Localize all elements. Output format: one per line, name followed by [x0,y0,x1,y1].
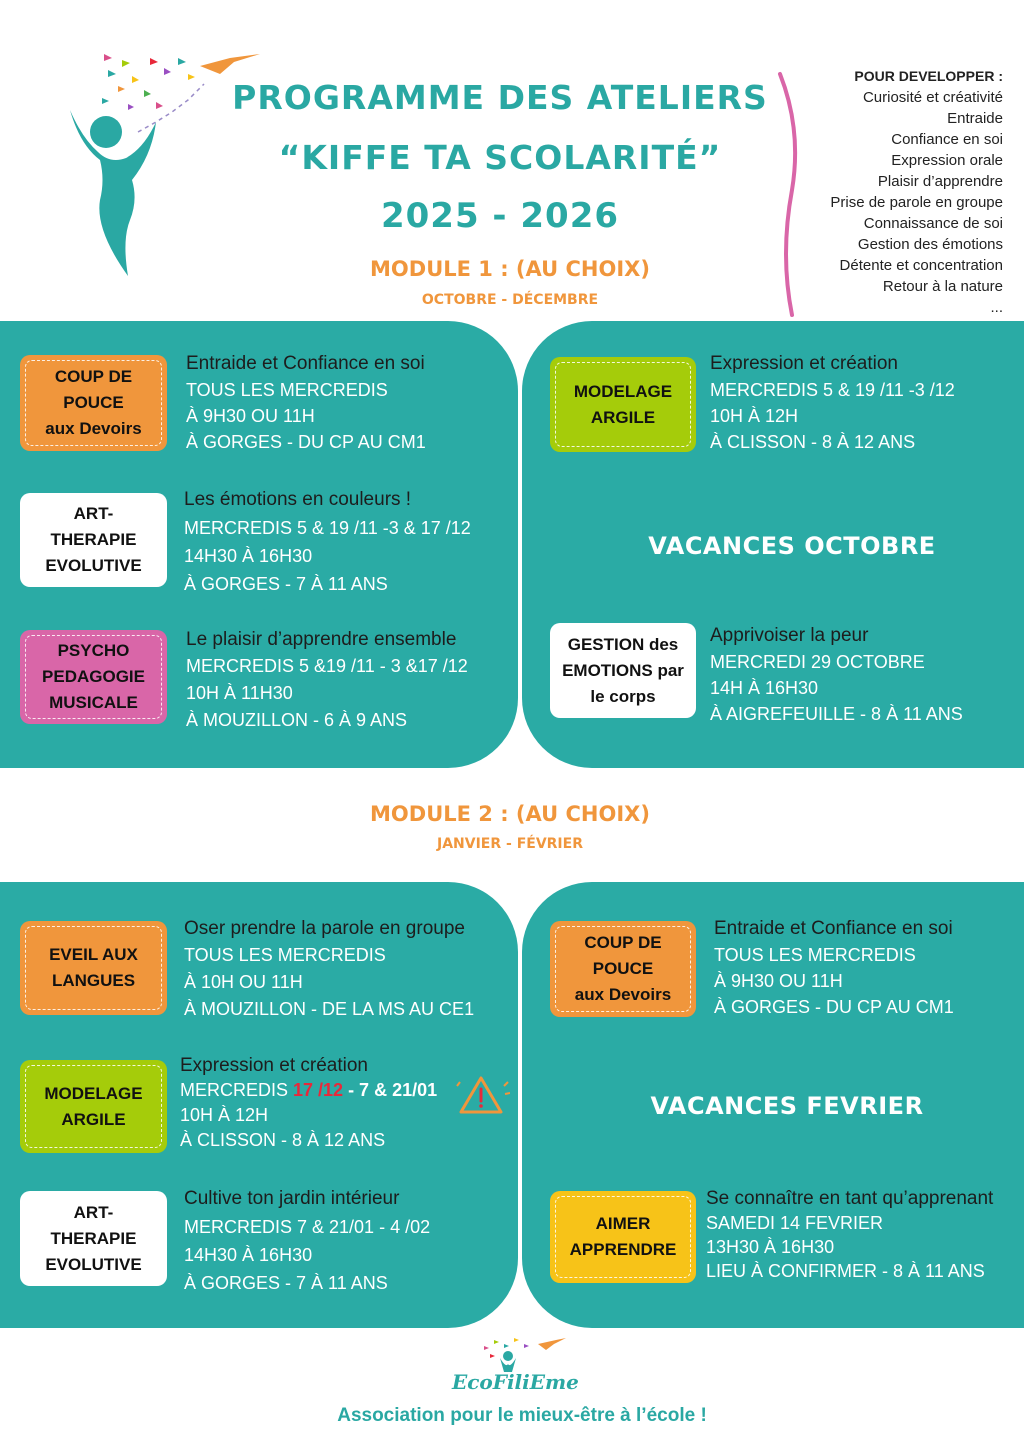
workshop-time: 10H À 11H30 [186,683,293,703]
workshop-theme: Entraide et Confiance en soi [186,353,425,374]
footer-tagline: Association pour le mieux-être à l’école ! [337,1405,707,1426]
workshop-place: À AIGREFEUILLE - 8 À 11 ANS [710,704,963,724]
workshop-dates: MERCREDIS 7 & 21/01 - 4 /02 [184,1217,431,1237]
workshop-dates: TOUS LES MERCREDIS [184,945,386,965]
badge-line: EMOTIONS par [562,660,684,680]
develop-item: Curiosité et créativité [862,89,1003,106]
workshop-theme: Apprivoiser la peur [710,625,869,646]
badge-line: EVOLUTIVE [45,556,142,575]
workshop-time: À 9H30 OU 11H [186,406,315,426]
module1-title: MODULE 1 : (AU CHOIX) [370,257,650,281]
workshop-theme: Le plaisir d’apprendre ensemble [186,629,457,650]
workshop-place: À GORGES - 7 À 11 ANS [184,574,388,594]
workshop-time: 14H À 16H30 [710,678,819,698]
workshop-dates: TOUS LES MERCREDIS [714,945,916,965]
badge-line: COUP DE [54,367,133,386]
workshop-badge-gestion-emotions [550,623,696,718]
workshop-theme: Expression et création [180,1055,368,1076]
workshop-info [184,915,474,1023]
workshop-dates-highlight: 17 /12 [293,1080,344,1100]
module1-subtitle: OCTOBRE - DÉCEMBRE [421,292,599,308]
develop-item: Connaissance de soi [863,215,1003,232]
vacances-octobre-heading: VACANCES OCTOBRE [648,532,936,560]
workshop-info [186,351,426,455]
workshop-dates: MERCREDIS 5 &19 /11 - 3 &17 /12 [186,656,468,676]
badge-line: le corps [590,686,656,706]
badge-line: MODELAGE [44,1083,143,1103]
workshop-place: À CLISSON - 8 À 12 ANS [180,1130,386,1150]
title-line-3: 2025 - 2026 [380,196,620,236]
workshop-info [186,626,468,734]
workshop-place: À GORGES - DU CP AU CM1 [714,997,954,1017]
workshop-place: À GORGES - 7 À 11 ANS [184,1273,388,1293]
badge-line: LANGUES [51,971,136,990]
badge-line: MODELAGE [573,381,673,401]
workshop-time: 14H30 À 16H30 [184,1245,313,1265]
workshop-info [184,1185,430,1297]
footer-brand: EcoFiliEme [452,1370,579,1394]
develop-item: Expression orale [891,152,1003,169]
badge-line: ARGILE [590,407,656,427]
badge-line: PSYCHO [57,641,130,660]
workshop-theme: Expression et création [710,353,898,374]
title-line-2: “KIFFE TA SCOLARITÉ” [278,138,722,177]
workshop-theme: Les émotions en couleurs ! [184,489,412,510]
workshop-badge-art-therapie [20,1191,167,1286]
badge-line: POUCE [592,959,654,978]
badge-line: THERAPIE [50,530,137,549]
workshop-badge-psycho-pedagogie [20,630,167,724]
badge-line: AIMER [595,1214,651,1233]
workshop-badge-modelage-argile [550,357,696,452]
develop-item: ... [990,299,1003,316]
workshop-info [184,486,471,598]
workshop-place: LIEU À CONFIRMER - 8 À 11 ANS [706,1261,985,1281]
workshop-time: 10H À 12H [180,1105,269,1125]
badge-line: EVEIL AUX [49,945,138,964]
workshop-dates: MERCREDIS 5 & 19 /11 -3 /12 [710,380,955,400]
workshop-theme: Entraide et Confiance en soi [714,918,953,939]
workshop-badge-coup-de-pouce [550,921,696,1017]
footer-logo-icon [476,1334,568,1374]
workshop-time: 10H À 12H [710,406,799,426]
badge-line: APPRENDRE [569,1240,677,1259]
badge-line: ART- [73,1202,114,1222]
badge-line: MUSICALE [49,693,138,712]
workshop-dates: MERCREDIS 5 & 19 /11 -3 & 17 /12 [184,518,471,538]
workshop-badge-modelage-argile [20,1060,167,1153]
badge-line: EVOLUTIVE [45,1254,142,1274]
workshop-badge-art-therapie [20,493,167,587]
develop-item: Prise de parole en groupe [830,194,1003,211]
module2-subtitle: JANVIER - FÉVRIER [436,836,583,852]
badge-line: GESTION des [567,634,679,654]
workshop-info [180,1053,437,1153]
workshop-badge-coup-de-pouce [20,355,167,451]
develop-item: Gestion des émotions [857,236,1003,253]
workshop-info [710,351,955,455]
develop-list [830,66,1003,318]
badge-line: aux Devoirs [45,419,142,438]
workshop-badge-aimer-apprendre [550,1191,696,1283]
workshop-place: À MOUZILLON - DE LA MS AU CE1 [184,999,475,1019]
develop-title: POUR DEVELOPPER : [854,68,1003,84]
workshop-info [714,916,954,1020]
badge-line: ARGILE [61,1109,126,1129]
workshop-place: À GORGES - DU CP AU CM1 [186,432,426,452]
workshop-place: À MOUZILLON - 6 À 9 ANS [186,710,408,730]
workshop-dates-prefix: MERCREDIS [180,1080,294,1100]
workshop-badge-eveil-langues [20,921,167,1015]
workshop-place: À CLISSON - 8 À 12 ANS [710,432,916,452]
workshop-time: 14H30 À 16H30 [184,546,313,566]
develop-item: Entraide [947,110,1003,127]
develop-item: Confiance en soi [891,131,1003,148]
workshop-dates-suffix: - 7 & 21/01 [343,1080,438,1100]
workshop-dates: SAMEDI 14 FEVRIER [706,1213,884,1233]
badge-line: ART- [73,504,114,523]
decorative-pink-curve [770,70,810,320]
develop-item: Plaisir d’apprendre [877,173,1003,190]
workshop-time: 13H30 À 16H30 [706,1237,835,1257]
warning-icon [456,1072,510,1118]
workshop-theme: Cultive ton jardin intérieur [184,1188,400,1209]
workshop-theme: Oser prendre la parole en groupe [184,918,465,939]
workshop-time: À 9H30 OU 11H [714,971,843,991]
title-line-1: PROGRAMME DES ATELIERS [232,78,768,117]
badge-line: POUCE [63,393,124,412]
workshop-dates: MERCREDI 29 OCTOBRE [710,652,925,672]
badge-line: THERAPIE [50,1228,137,1248]
workshop-dates: TOUS LES MERCREDIS [186,380,388,400]
workshop-info [710,623,963,727]
workshop-time: À 10H OU 11H [184,972,303,992]
badge-line: PEDAGOGIE [42,667,145,686]
workshop-info [706,1187,993,1283]
vacances-fevrier-heading: VACANCES FEVRIER [650,1092,924,1120]
module2-title: MODULE 2 : (AU CHOIX) [370,802,650,826]
develop-item: Détente et concentration [839,257,1003,274]
badge-line: aux Devoirs [574,985,672,1004]
badge-line: COUP DE [584,933,662,952]
workshop-theme: Se connaître en tant qu’apprenant [706,1188,994,1209]
develop-item: Retour à la nature [882,278,1003,295]
